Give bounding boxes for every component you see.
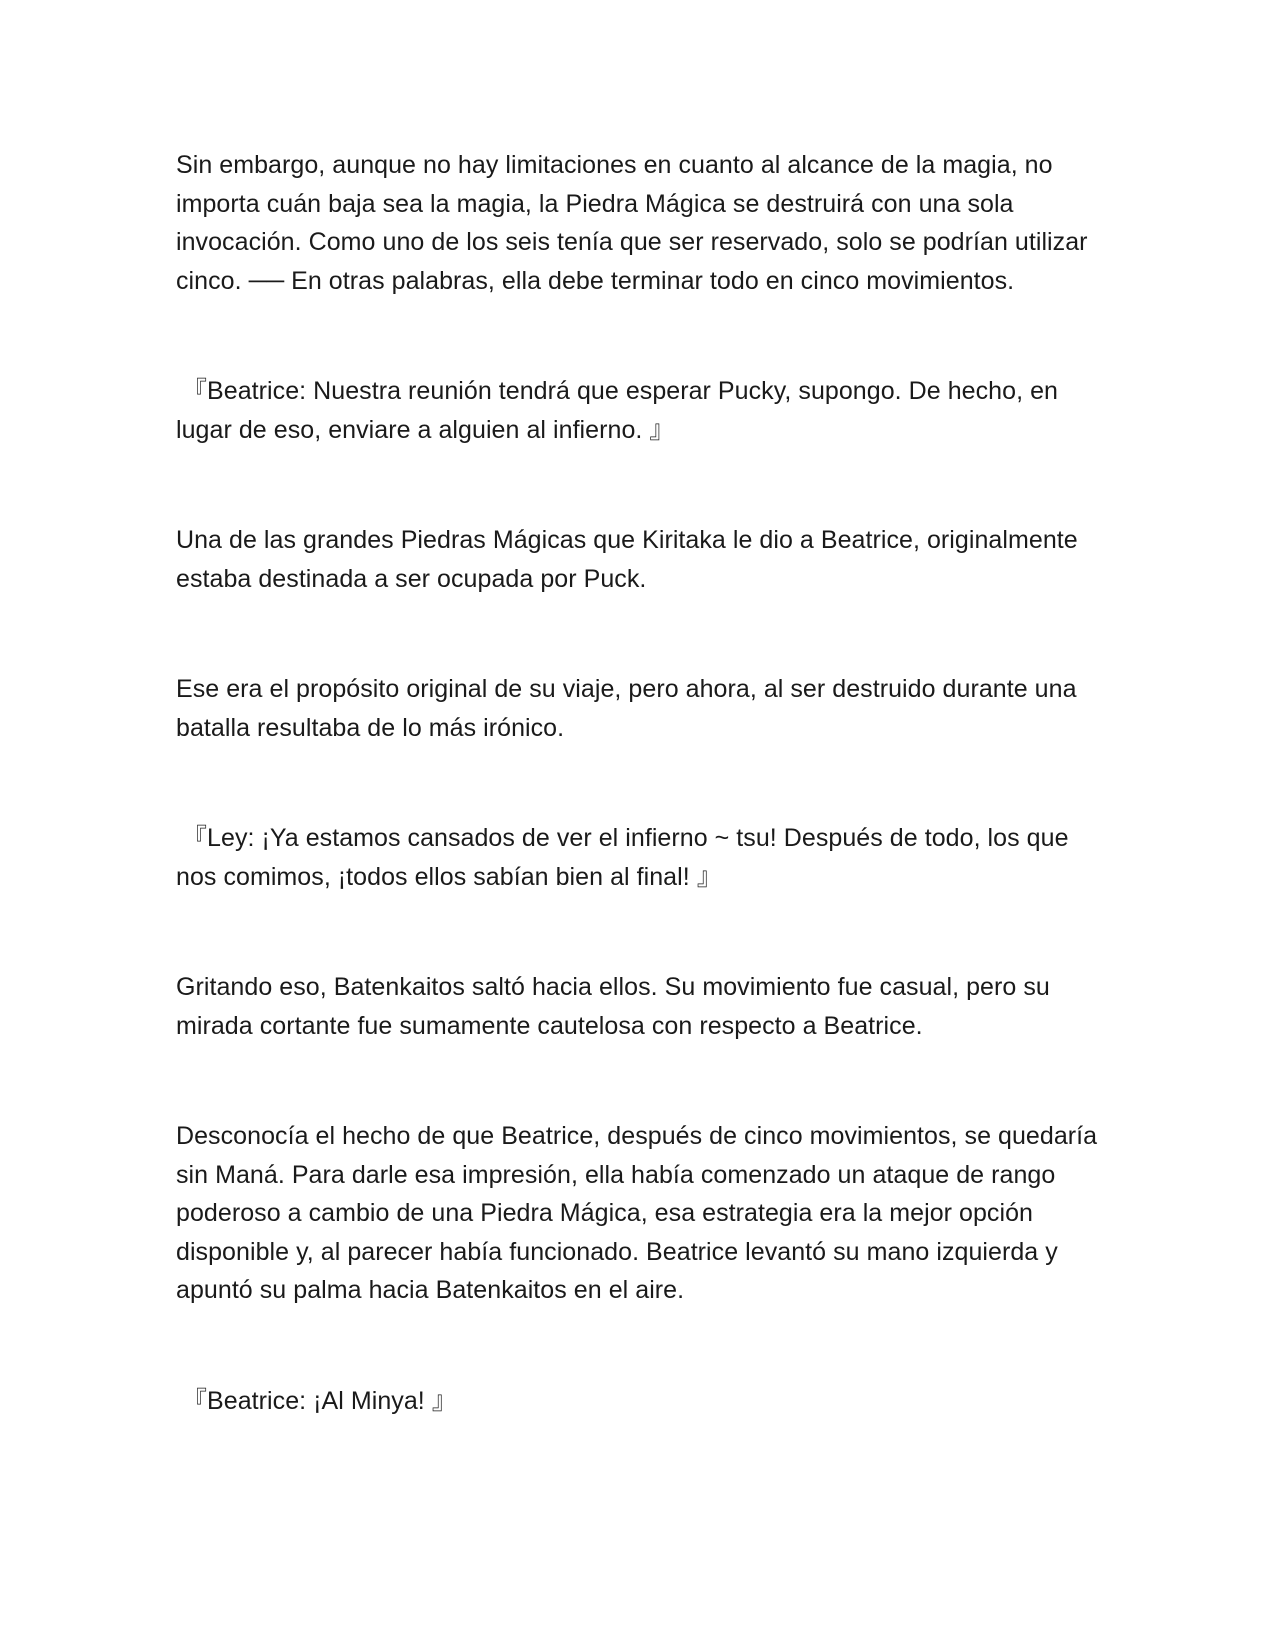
text-body	[176, 146, 1106, 1492]
paragraph-narration: Una de las grandes Piedras Mágicas que Kiritaka le dio a Beatrice, originalmente estaba destinada a ser ocupada por Puck.	[176, 526, 1078, 593]
paragraph-narration: Ese era el propósito original de su viaje, pero ahora, al ser destruido durante una batalla resultaba de lo más irónico.	[176, 675, 1077, 742]
paragraph-dialogue: 『Beatrice: ¡Al Minya! 』	[182, 1386, 457, 1415]
paragraph-dialogue: 『Beatrice: Nuestra reunión tendrá que esperar Pucky, supongo. De hecho, en lugar de eso, enviare a alguien al infierno. 』	[176, 377, 1058, 444]
paragraph-dialogue: 『Ley: ¡Ya estamos cansados de ver el infierno ~ tsu! Después de todo, los que nos comimos, ¡todos ellos sabían bien al final! 』	[176, 824, 1069, 891]
paragraph-narration: Sin embargo, aunque no hay limitaciones en cuanto al alcance de la magia, no importa cuán baja sea la magia, la Piedra Mágica se destruirá con una sola invocación. Como uno de los seis tenía que ser reservado, solo se podrían utilizar cinco. ── En otras palabras, ella debe terminar todo en cinco movimientos.	[176, 151, 1088, 295]
paragraph-narration: Gritando eso, Batenkaitos saltó hacia ellos. Su movimiento fue casual, pero su mirada cortante fue sumamente cautelosa con respecto a Beatrice.	[176, 973, 1050, 1040]
paragraph-narration: Desconocía el hecho de que Beatrice, después de cinco movimientos, se quedaría sin Maná. Para darle esa impresión, ella había comenzado un ataque de rango poderoso a cambio de una Piedra Mágica, esa estrategia era la mejor opción disponible y, al parecer había funcionado. Beatrice levantó su mano izquierda y apuntó su palma hacia Batenkaitos en el aire.	[176, 1122, 1098, 1304]
